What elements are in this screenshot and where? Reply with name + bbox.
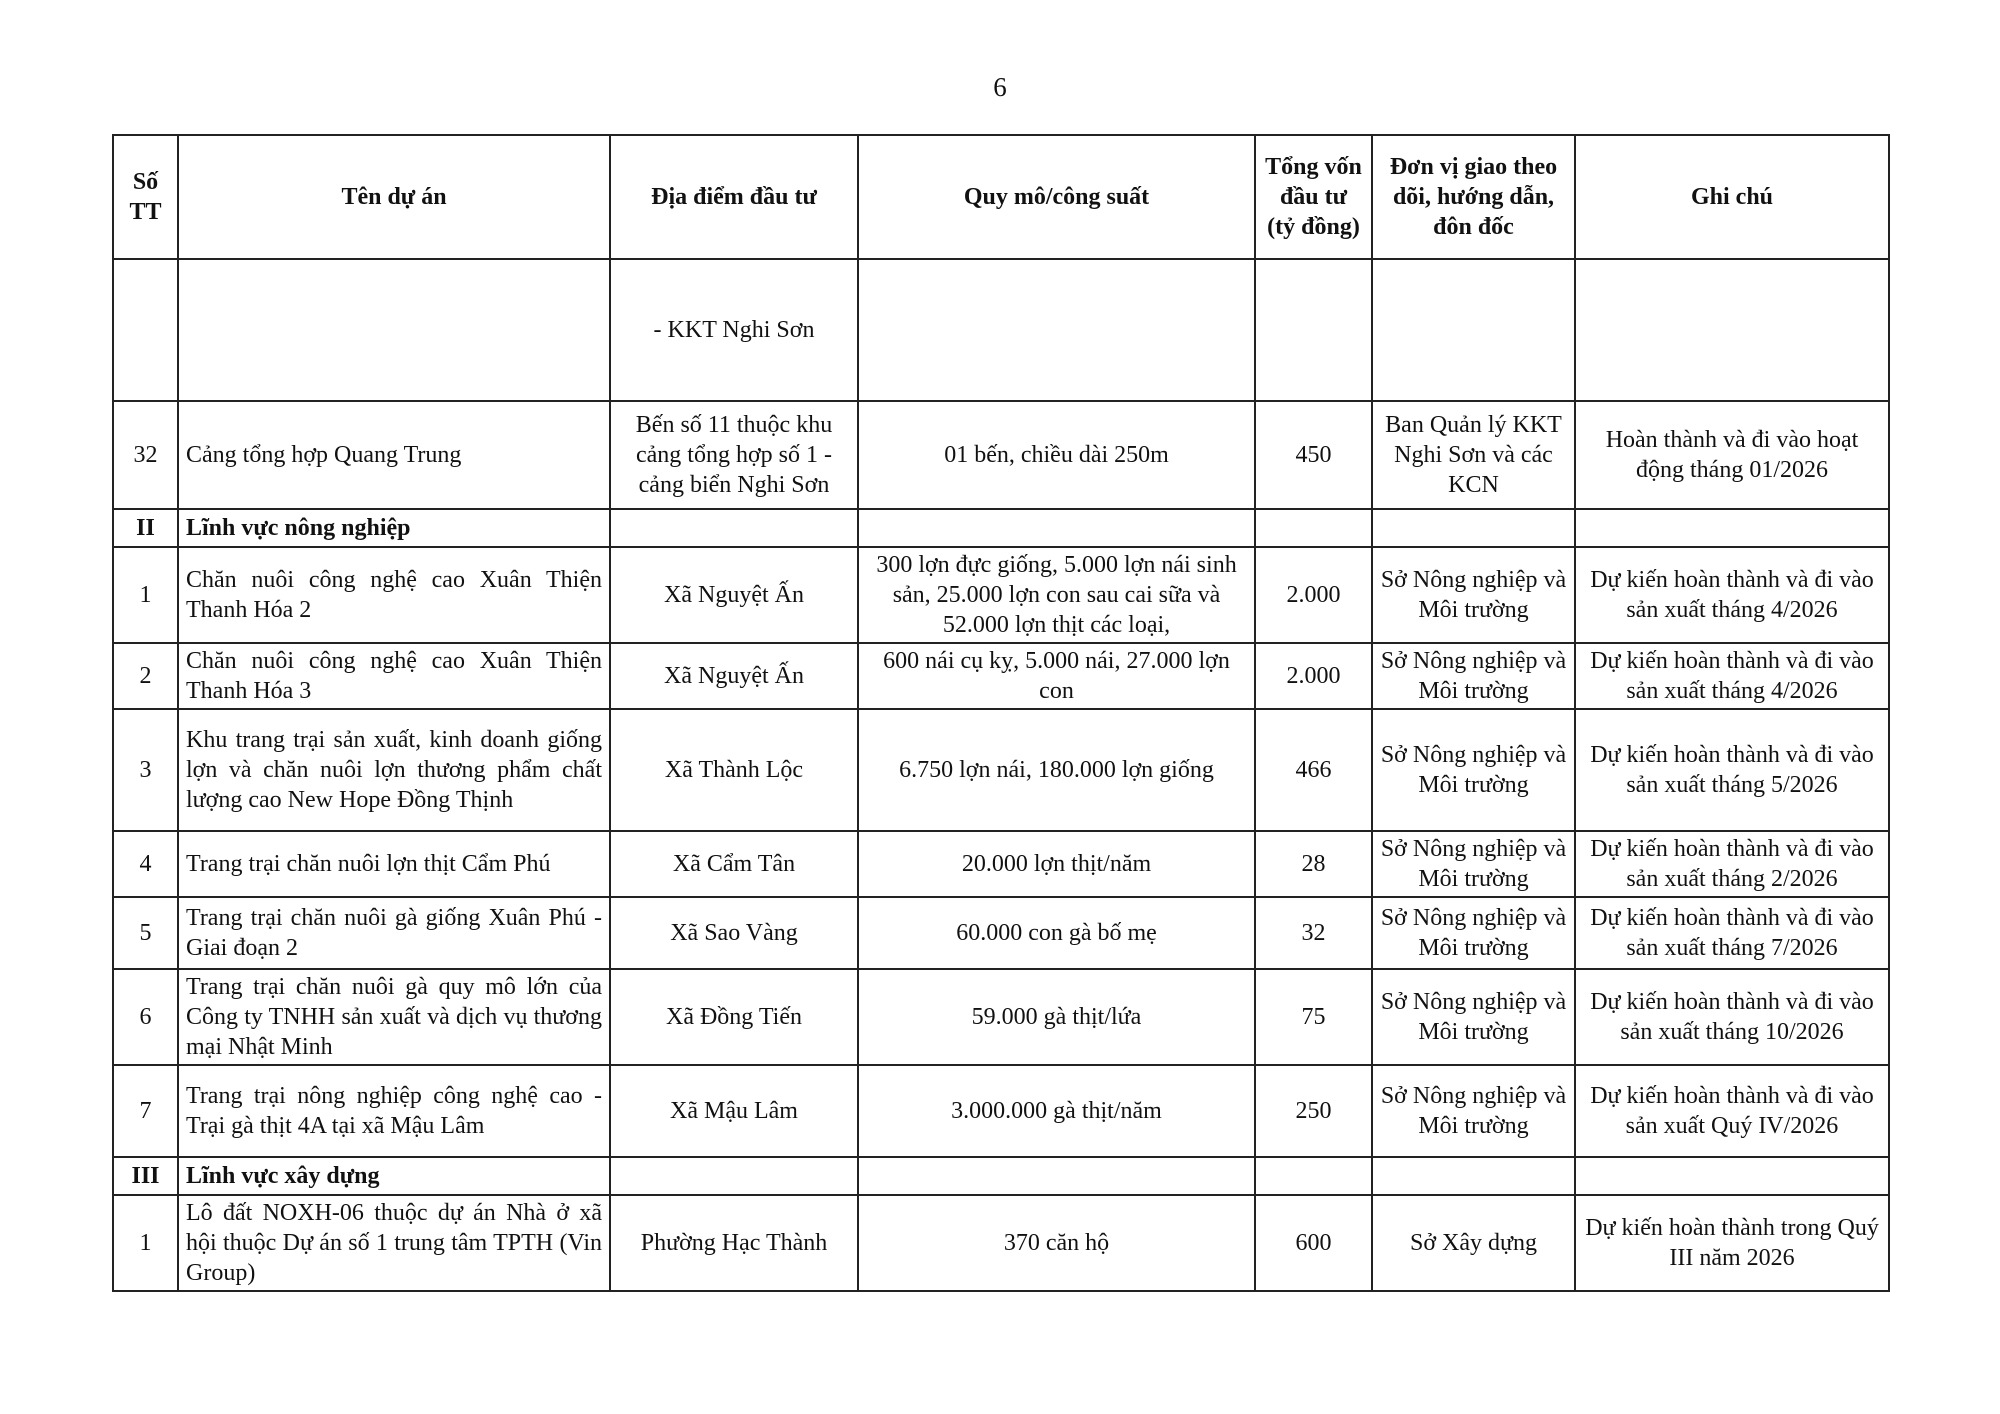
cell-empty <box>1255 259 1372 401</box>
cell-name: Lô đất NOXH-06 thuộc dự án Nhà ở xã hội thuộc Dự án số 1 trung tâm TPTH (Vin Group) <box>178 1195 610 1291</box>
cell-empty <box>1255 509 1372 547</box>
table-row <box>113 401 1889 509</box>
cell-note: Dự kiến hoàn thành và đi vào sản xuất tháng 4/2026 <box>1575 547 1889 643</box>
cell-empty <box>1372 1157 1575 1195</box>
cell-unit: Sở Nông nghiệp và Môi trường <box>1372 831 1575 897</box>
header-unit: Đơn vị giao theo dõi, hướng dẫn, đôn đốc <box>1372 135 1575 259</box>
cell-note: Dự kiến hoàn thành và đi vào sản xuất tháng 4/2026 <box>1575 643 1889 709</box>
cell-location: Xã Cẩm Tân <box>610 831 858 897</box>
table-row <box>113 643 1889 709</box>
cell-empty <box>610 509 858 547</box>
table-row <box>113 1195 1889 1291</box>
cell-note: Dự kiến hoàn thành và đi vào sản xuất tháng 7/2026 <box>1575 897 1889 969</box>
table-row <box>113 969 1889 1065</box>
cell-name: Trang trại chăn nuôi gà quy mô lớn của Công ty TNHH sản xuất và dịch vụ thương mại Nhật Minh <box>178 969 610 1065</box>
header-name: Tên dự án <box>178 135 610 259</box>
cell-note: Hoàn thành và đi vào hoạt động tháng 01/2026 <box>1575 401 1889 509</box>
cell-scale: 600 nái cụ kỵ, 5.000 nái, 27.000 lợn con <box>858 643 1255 709</box>
cell-note: Dự kiến hoàn thành và đi vào sản xuất tháng 10/2026 <box>1575 969 1889 1065</box>
header-location: Địa điểm đầu tư <box>610 135 858 259</box>
cell-location: Bến số 11 thuộc khu cảng tổng hợp số 1 - cảng biển Nghi Sơn <box>610 401 858 509</box>
cell-capital: 450 <box>1255 401 1372 509</box>
section-row <box>113 509 1889 547</box>
cell-name: Chăn nuôi công nghệ cao Xuân Thiện Thanh Hóa 3 <box>178 643 610 709</box>
cell-capital: 75 <box>1255 969 1372 1065</box>
cell-capital: 2.000 <box>1255 547 1372 643</box>
cell-unit: Sở Nông nghiệp và Môi trường <box>1372 897 1575 969</box>
header-scale: Quy mô/công suất <box>858 135 1255 259</box>
cell-location: Xã Mậu Lâm <box>610 1065 858 1157</box>
section-row <box>113 1157 1889 1195</box>
cell-location: Xã Nguyệt Ấn <box>610 547 858 643</box>
cell-stt: 2 <box>113 643 178 709</box>
cell-scale: 370 căn hộ <box>858 1195 1255 1291</box>
section-title: Lĩnh vực nông nghiệp <box>178 509 610 547</box>
cell-empty <box>1255 1157 1372 1195</box>
table-row-continued <box>113 259 1889 401</box>
cell-empty <box>858 509 1255 547</box>
cell-scale: 20.000 lợn thịt/năm <box>858 831 1255 897</box>
cell-capital: 250 <box>1255 1065 1372 1157</box>
table-row <box>113 897 1889 969</box>
cell-capital: 600 <box>1255 1195 1372 1291</box>
cell-empty <box>1575 259 1889 401</box>
table-row <box>113 1065 1889 1157</box>
cell-name: Trang trại chăn nuôi lợn thịt Cẩm Phú <box>178 831 610 897</box>
cell-unit: Ban Quản lý KKT Nghi Sơn và các KCN <box>1372 401 1575 509</box>
cell-stt: 1 <box>113 547 178 643</box>
cell-name: Chăn nuôi công nghệ cao Xuân Thiện Thanh Hóa 2 <box>178 547 610 643</box>
cell-unit: Sở Nông nghiệp và Môi trường <box>1372 969 1575 1065</box>
section-title: Lĩnh vực xây dựng <box>178 1157 610 1195</box>
cell-empty <box>610 1157 858 1195</box>
cell-capital: 466 <box>1255 709 1372 831</box>
cell-empty <box>178 259 610 401</box>
cell-name: Trang trại nông nghiệp công nghệ cao - Trại gà thịt 4A tại xã Mậu Lâm <box>178 1065 610 1157</box>
cell-stt: 4 <box>113 831 178 897</box>
cell-unit: Sở Nông nghiệp và Môi trường <box>1372 709 1575 831</box>
cell-stt: 32 <box>113 401 178 509</box>
cell-location: Phường Hạc Thành <box>610 1195 858 1291</box>
cell-scale: 3.000.000 gà thịt/năm <box>858 1065 1255 1157</box>
cell-empty <box>1372 259 1575 401</box>
cell-note: Dự kiến hoàn thành trong Quý III năm 2026 <box>1575 1195 1889 1291</box>
cell-unit: Sở Nông nghiệp và Môi trường <box>1372 547 1575 643</box>
cell-scale: 01 bến, chiều dài 250m <box>858 401 1255 509</box>
cell-stt: 6 <box>113 969 178 1065</box>
cell-name: Khu trang trại sản xuất, kinh doanh giống lợn và chăn nuôi lợn thương phẩm chất lượng cao New Hope Đồng Thịnh <box>178 709 610 831</box>
cell-capital: 32 <box>1255 897 1372 969</box>
cell-location: - KKT Nghi Sơn <box>610 259 858 401</box>
cell-unit: Sở Nông nghiệp và Môi trường <box>1372 643 1575 709</box>
table-row <box>113 709 1889 831</box>
cell-note: Dự kiến hoàn thành và đi vào sản xuất Quý IV/2026 <box>1575 1065 1889 1157</box>
cell-scale: 60.000 con gà bố mẹ <box>858 897 1255 969</box>
cell-stt: 5 <box>113 897 178 969</box>
header-stt: Số TT <box>113 135 178 259</box>
cell-empty <box>113 259 178 401</box>
cell-stt: 7 <box>113 1065 178 1157</box>
cell-note: Dự kiến hoàn thành và đi vào sản xuất tháng 2/2026 <box>1575 831 1889 897</box>
cell-empty <box>1372 509 1575 547</box>
cell-scale: 6.750 lợn nái, 180.000 lợn giống <box>858 709 1255 831</box>
cell-location: Xã Nguyệt Ấn <box>610 643 858 709</box>
header-note: Ghi chú <box>1575 135 1889 259</box>
cell-name: Cảng tổng hợp Quang Trung <box>178 401 610 509</box>
cell-location: Xã Sao Vàng <box>610 897 858 969</box>
cell-scale: 59.000 gà thịt/lứa <box>858 969 1255 1065</box>
cell-location: Xã Thành Lộc <box>610 709 858 831</box>
cell-capital: 28 <box>1255 831 1372 897</box>
cell-empty <box>858 259 1255 401</box>
cell-location: Xã Đồng Tiến <box>610 969 858 1065</box>
table-header-row <box>113 135 1889 259</box>
cell-unit: Sở Nông nghiệp và Môi trường <box>1372 1065 1575 1157</box>
table-row <box>113 547 1889 643</box>
cell-capital: 2.000 <box>1255 643 1372 709</box>
cell-scale: 300 lợn đực giống, 5.000 lợn nái sinh sản, 25.000 lợn con sau cai sữa và 52.000 lợn thịt các loại, <box>858 547 1255 643</box>
cell-empty <box>1575 509 1889 547</box>
cell-empty <box>1575 1157 1889 1195</box>
cell-stt: 1 <box>113 1195 178 1291</box>
cell-unit: Sở Xây dựng <box>1372 1195 1575 1291</box>
section-roman: II <box>113 509 178 547</box>
table-row <box>113 831 1889 897</box>
cell-empty <box>858 1157 1255 1195</box>
cell-name: Trang trại chăn nuôi gà giống Xuân Phú - Giai đoạn 2 <box>178 897 610 969</box>
header-capital: Tổng vốn đầu tư (tỷ đồng) <box>1255 135 1372 259</box>
projects-table <box>112 134 1890 1292</box>
cell-note: Dự kiến hoàn thành và đi vào sản xuất tháng 5/2026 <box>1575 709 1889 831</box>
cell-stt: 3 <box>113 709 178 831</box>
section-roman: III <box>113 1157 178 1195</box>
page-number: 6 <box>993 72 1007 102</box>
